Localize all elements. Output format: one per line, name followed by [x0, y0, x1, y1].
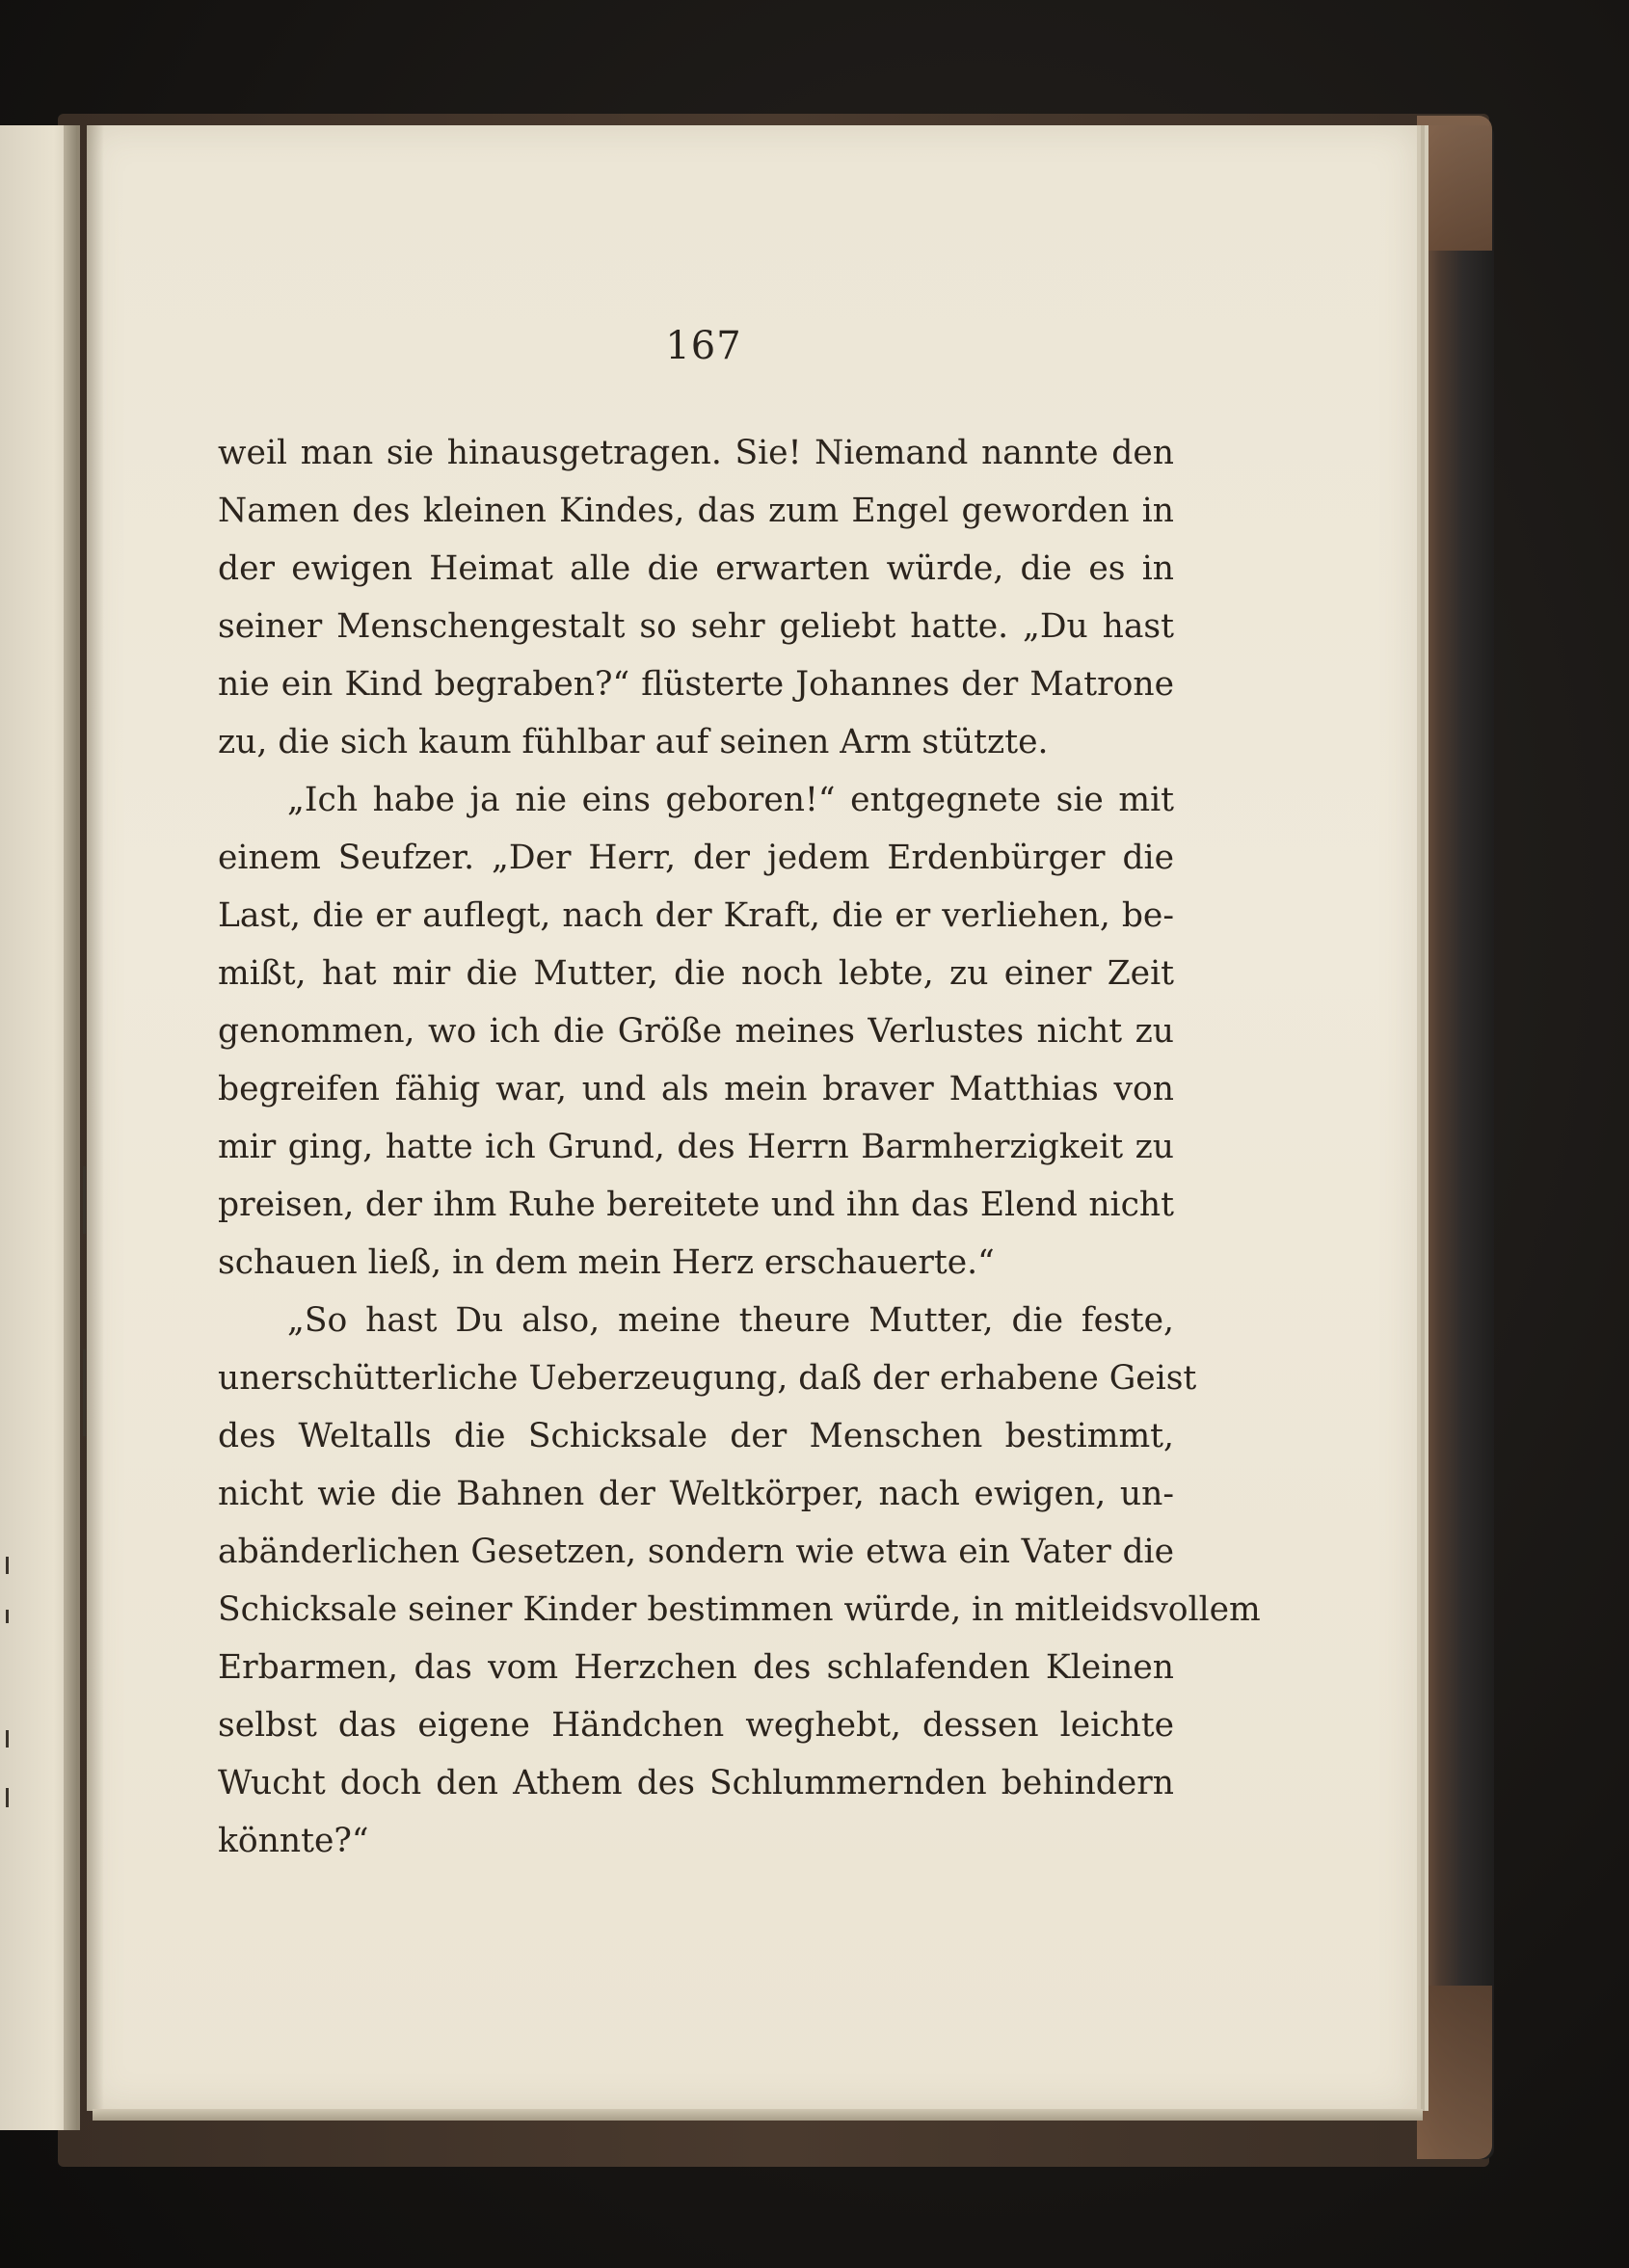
book-cover-edge — [1417, 125, 1494, 2159]
text-line: preisen, der ihm Ruhe bereitete und ihn das Elend nicht — [218, 1186, 1174, 1224]
text-line: seiner Menschengestalt so sehr geliebt hatte. „Du hast — [218, 607, 1174, 646]
text-line: mir ging, hatte ich Grund, des Herrn Barmherzigkeit zu — [218, 1128, 1174, 1166]
leather-corner-top — [1417, 116, 1492, 251]
text-line: schauen ließ, in dem mein Herz erschauerte.“ — [218, 1243, 995, 1282]
page-body-text — [218, 424, 1261, 1870]
page-number: 167 — [665, 324, 742, 368]
text-line: einem Seufzer. „Der Herr, der jedem Erdenbürger die — [218, 839, 1174, 877]
leather-corner-bottom — [1417, 1986, 1492, 2159]
text-line: nie ein Kind begraben?“ flüsterte Johannes der Matrone — [218, 665, 1174, 704]
text-line: Erbarmen, das vom Herzchen des schlafenden Kleinen — [218, 1648, 1174, 1687]
text-line: des Weltalls die Schicksale der Menschen bestimmt, — [218, 1417, 1174, 1455]
text-line: genommen, wo ich die Größe meines Verlustes nicht zu — [218, 1012, 1174, 1051]
left-page-text-fragment — [6, 1557, 9, 1574]
text-line: Wucht doch den Athem des Schlummernden behindern — [218, 1764, 1174, 1802]
page-gutter-shadow — [87, 125, 104, 2111]
text-line: könnte?“ — [218, 1822, 369, 1860]
text-line: „So hast Du also, meine theure Mutter, die feste, — [287, 1301, 1174, 1340]
text-line: abänderlichen Gesetzen, sondern wie etwa ein Vater die — [218, 1533, 1174, 1571]
left-page-text-fragment — [6, 1730, 9, 1748]
text-line: der ewigen Heimat alle die erwarten würde, die es in — [218, 549, 1174, 588]
page-stack-edge — [93, 2109, 1423, 2121]
text-line: begreifen fähig war, und als mein braver Matthias von — [218, 1070, 1174, 1108]
left-page-text-fragment — [6, 1788, 9, 1807]
text-line: Namen des kleinen Kindes, das zum Engel geworden in — [218, 492, 1174, 530]
left-page-gutter-edge — [64, 125, 77, 2130]
text-line: Schicksale seiner Kinder bestimmen würde, in mitleidsvollem — [218, 1590, 1261, 1629]
text-line: nicht wie die Bahnen der Weltkörper, nach ewigen, un- — [218, 1475, 1174, 1513]
left-page-text-fragment — [83, 1349, 86, 1436]
left-page-text-fragment — [83, 1166, 86, 1234]
left-page-text-fragment — [6, 1610, 9, 1623]
text-line: Last, die er auflegt, nach der Kraft, die er verliehen, be- — [218, 896, 1174, 935]
text-line: selbst das eigene Händchen weghebt, dessen leichte — [218, 1706, 1174, 1745]
text-line: mißt, hat mir die Mutter, die noch lebte, zu einer Zeit — [218, 954, 1174, 993]
text-line: zu, die sich kaum fühlbar auf seinen Arm stützte. — [218, 723, 1049, 761]
text-line: unerschütterliche Ueberzeugung, daß der erhabene Geist — [218, 1359, 1197, 1398]
text-line: „Ich habe ja nie eins geboren!“ entgegnete sie mit — [287, 781, 1174, 819]
text-line: weil man sie hinausgetragen. Sie! Niemand nannte den — [218, 434, 1174, 472]
